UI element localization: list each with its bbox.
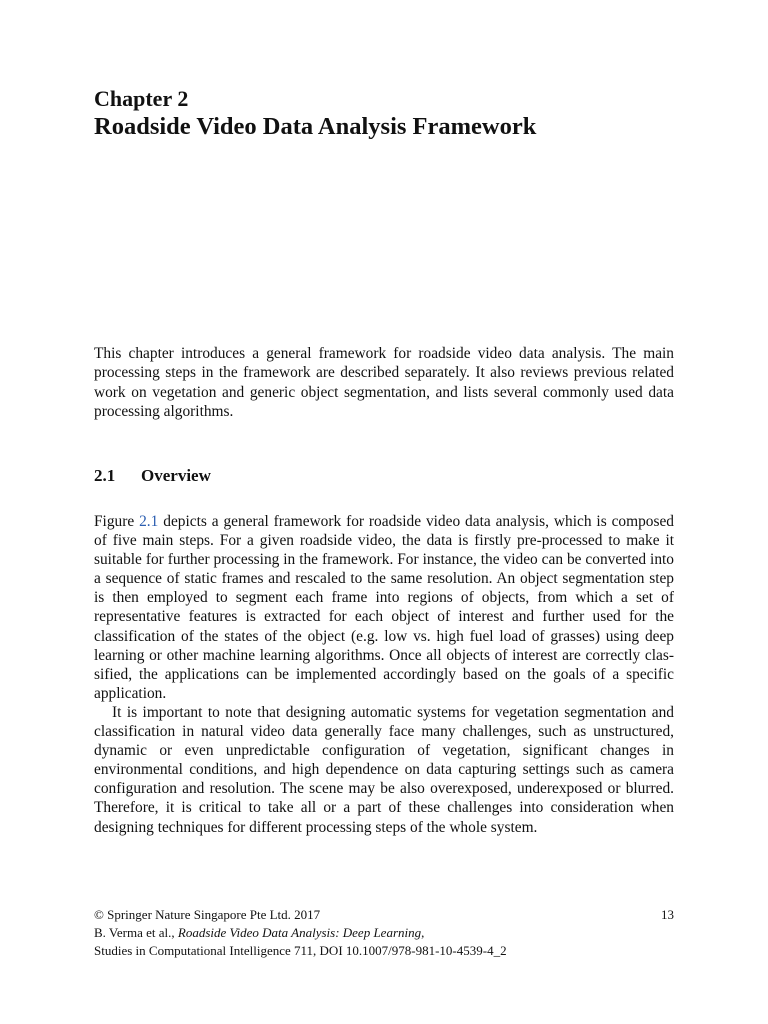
- footer-copyright: © Springer Nature Singapore Pte Ltd. 2017: [94, 907, 321, 922]
- footer-authors: B. Verma et al.,: [94, 925, 178, 940]
- page-number: 13: [661, 907, 674, 922]
- footer-book-title: Roadside Video Data Analysis: Deep Learning: [177, 925, 422, 940]
- figure-reference-link[interactable]: 2.1: [139, 513, 159, 530]
- paragraph-1: [94, 512, 674, 703]
- book-page: [94, 0, 674, 1024]
- chapter-title: Roadside Video Data Analysis Framework: [94, 113, 537, 140]
- section-heading: [94, 465, 211, 487]
- footer-citation: [94, 924, 674, 942]
- paragraph-1-text: depicts a general framework for roadside video data analysis, which is composed of five main steps. For a given roadside video, the data is firstly pre-processed to make it suitable for further processing in the framework. For instance, the video can be converted into a sequence of static frames and rescaled to the same resolution. An object segmentation step is then employed to segment each frame into regions of objects, from which a set of representative features is extracted for each object of interest and further used for the classification of the states of the object (e.g. low vs. high fuel load of grasses) using deep learning or other machine learning algorithms. Once all objects of interest are correctly classified, the applications can be implemented accordingly based on the goals of a specific application.: [94, 513, 674, 702]
- footer-series: Studies in Computational Intelligence 711, DOI 10.1007/978-981-10-4539-4_2: [94, 943, 507, 958]
- paragraph-2: It is important to note that designing automatic systems for vegetation segmentation and classification in natural video data generally face many challenges, such as unstructured, dynamic or even unpredictable configuration of vegetation, significant changes in environmental conditions, and high dependence on data capturing settings such as camera configuration and resolution. The scene may be also overexposed, underexposed or blurred. Therefore, it is critical to take all or a part of these challenges into consideration when designing techniques for different processing steps of the whole system.: [94, 703, 674, 836]
- footer-book-title-suffix: ,: [421, 925, 425, 940]
- page-footer: [94, 906, 674, 960]
- section-title: Overview: [141, 466, 211, 485]
- paragraph-1-prefix: Figure: [94, 513, 140, 530]
- chapter-label: Chapter 2: [94, 86, 189, 111]
- section-body: [94, 512, 674, 837]
- chapter-abstract: This chapter introduces a general framework for roadside video data analysis. The main processing steps in the framework are described separately. It also reviews previous related work on vegetation and generic object segmentation, and lists several commonly used data processing algorithms.: [94, 345, 674, 420]
- section-number: 2.1: [94, 466, 116, 485]
